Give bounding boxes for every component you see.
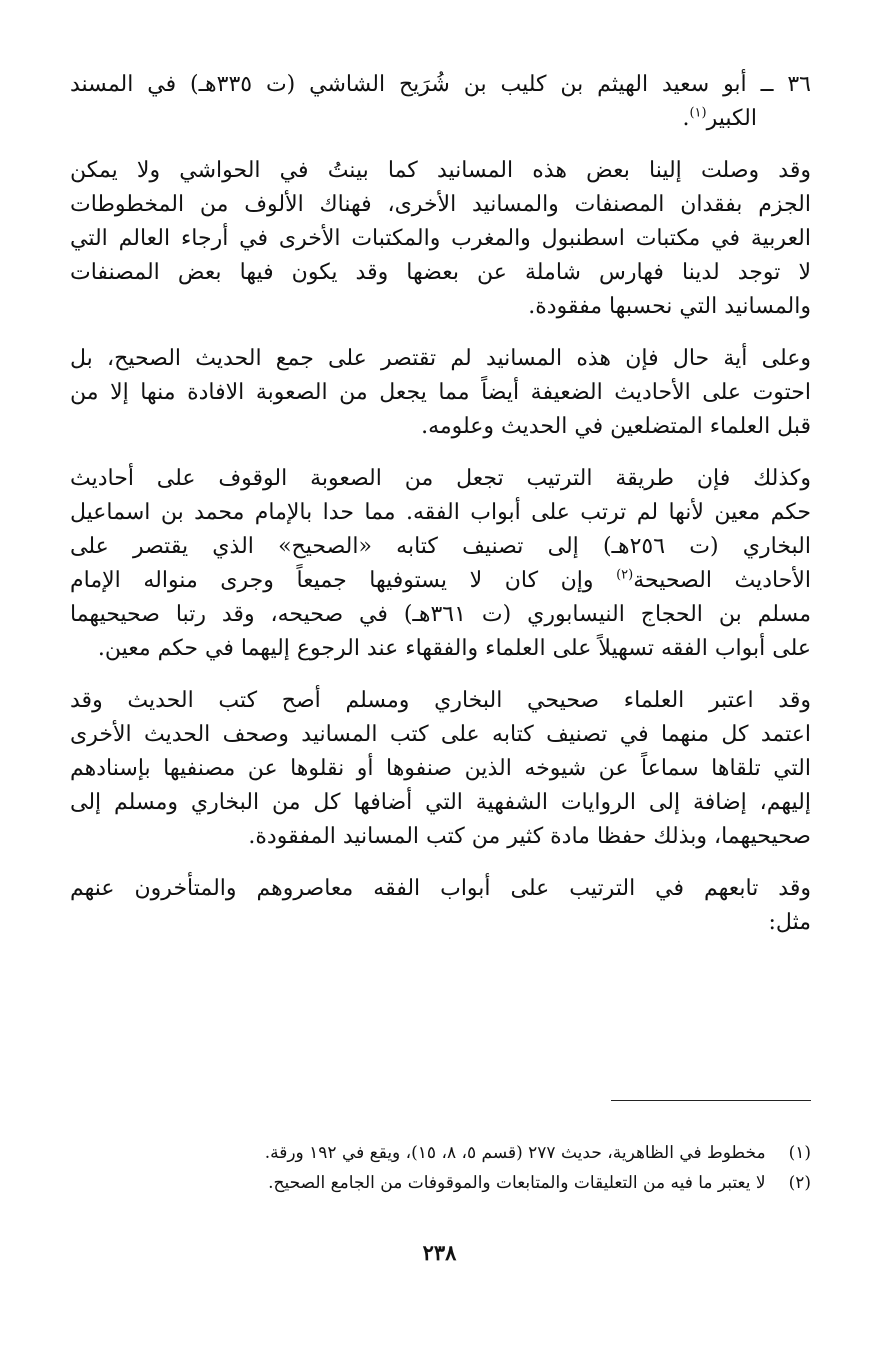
text-line: مسلم بن الحجاج النيسابوري (ت ٣٦١هـ) في صحيحه، وقد رتبا صحيحيهما (70, 602, 811, 627)
page-number: ٢٣٨ (422, 1240, 457, 1265)
text-line: الجزم بفقدان المصنفات والمسانيد الأخرى، فهناك الألوف من المخطوطات (70, 192, 811, 217)
footnotes (70, 1138, 811, 1198)
paragraph (70, 462, 811, 666)
text-line: والمسانيد التي نحسبها مفقودة. (528, 294, 811, 319)
footnote (70, 1168, 811, 1198)
paragraph (70, 342, 811, 444)
paragraph (70, 154, 811, 324)
text-line: لا توجد لدينا فهارس شاملة عن بعضها وقد يكون فيها بعض المصنفات (70, 260, 811, 285)
text-line: وقد تابعهم في الترتيب على أبواب الفقه معاصروهم والمتأخرون عنهم (70, 876, 811, 901)
text-line: مثل: (768, 910, 811, 935)
footnote-ref: (٢) (616, 567, 634, 583)
text-line: وقد اعتبر العلماء صحيحي البخاري ومسلم أصح كتب الحديث وقد (70, 688, 811, 713)
footnote-divider (611, 1100, 811, 1101)
text-line: العربية في مكتبات اسطنبول والمغرب والمكتبات الأخرى في أرجاء العالم التي (70, 226, 811, 251)
entry-text: الكبير (706, 106, 757, 131)
text-segment: وإن كان لا يستوفيها جميعاً وجرى منواله الإمام (70, 568, 617, 593)
footnote (70, 1138, 811, 1168)
text-line: وقد وصلت إلينا بعض هذه المسانيد كما بينتُ في الحواشي ولا يمكن (70, 158, 812, 183)
footnote-ref: (١) (689, 105, 707, 121)
page-body (70, 68, 811, 958)
text-line: صحيحيهما، وبذلك حفظا مادة كثير من كتب المسانيد المفقودة. (248, 824, 811, 849)
text-line: على أبواب الفقه تسهيلاً على العلماء والفقهاء عند الرجوع إليهما في حكم معين. (97, 636, 811, 661)
text-line: وكذلك فإن طريقة الترتيب تجعل من الصعوبة الوقوف على أحاديث (70, 466, 811, 491)
entry-line (70, 102, 811, 136)
entry-line: ٣٦ ــ أبو سعيد الهيثم بن كليب بن شُرَيح الشاشي (ت ٣٣٥هـ) في المسند (70, 72, 811, 97)
text-line (70, 564, 811, 598)
text-line: احتوت على الأحاديث الضعيفة أيضاً مما يجعل من الصعوبة الافادة منها إلا من (70, 380, 811, 405)
footnote-text: مخطوط في الظاهرية، حديث ٢٧٧ (قسم ٥، ٨، ١٥)، ويقع في ١٩٢ ورقة. (264, 1143, 766, 1163)
text-line: البخاري (ت ٢٥٦هـ) إلى تصنيف كتابه «الصحيح» الذي يقتصر على (70, 534, 811, 559)
text-line: قبل العلماء المتضلعين في الحديث وعلومه. (421, 414, 811, 439)
numbered-entry (70, 68, 811, 136)
text-segment: الأحاديث الصحيحة (633, 568, 811, 593)
text-line: حكم معين لأنها لم ترتب على أبواب الفقه. مما حدا بالإمام محمد بن اسماعيل (70, 500, 811, 525)
paragraph (70, 872, 811, 940)
footnote-text: لا يعتبر ما فيه من التعليقات والمتابعات والموقوفات من الجامع الصحيح. (268, 1173, 766, 1193)
paragraph (70, 684, 811, 854)
footnote-mark: (٢) (788, 1173, 811, 1193)
text-line: وعلى أية حال فإن هذه المسانيد لم تقتصر على جمع الحديث الصحيح، بل (70, 346, 811, 371)
entry-end: . (682, 106, 690, 131)
footnote-mark: (١) (788, 1143, 811, 1163)
text-line: اعتمد كل منهما في تصنيف كتابه على كتب المسانيد وصحف الحديث الأخرى (70, 722, 811, 747)
text-line: إليهم، إضافة إلى الروايات الشفهية التي أضافها كل من البخاري ومسلم إلى (70, 790, 811, 815)
text-line: التي تلقاها سماعاً عن شيوخه الذين صنفوها أو نقلوها عن مصنفيها بإسنادهم (70, 756, 811, 781)
